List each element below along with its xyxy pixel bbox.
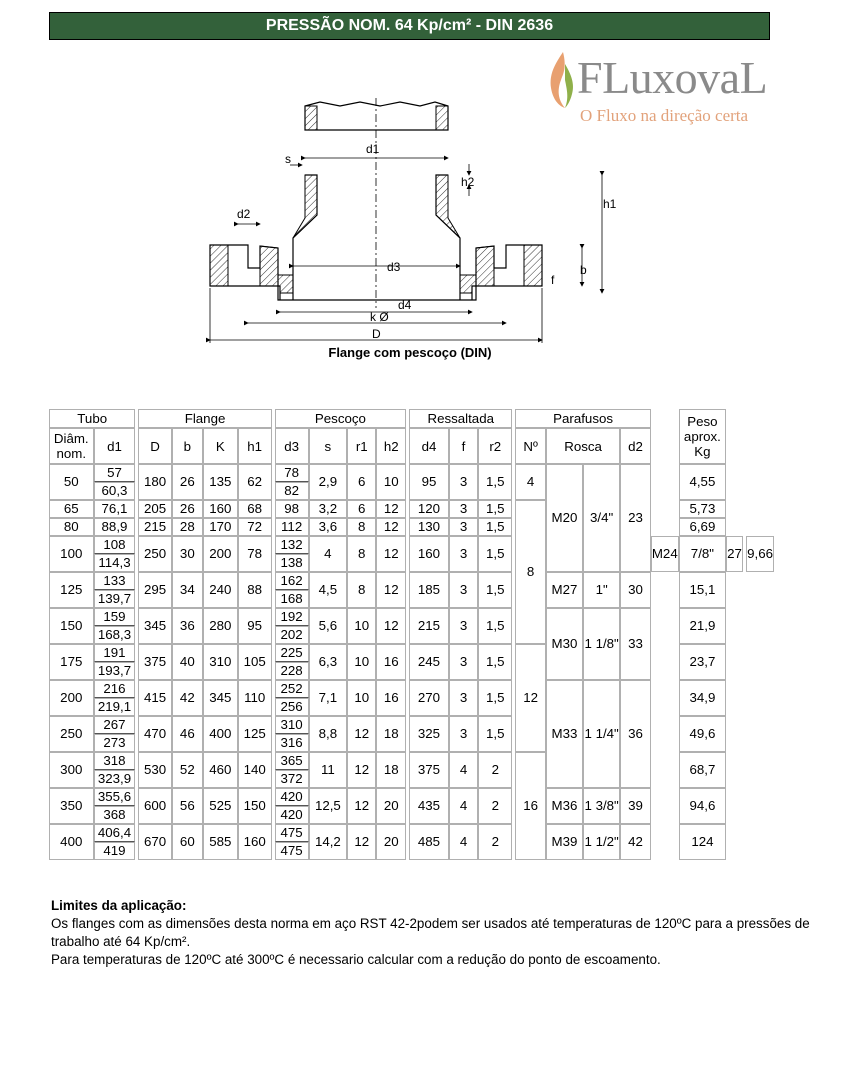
cell-d1b: 193,7 (94, 662, 136, 680)
cell-d1b: 219,1 (94, 698, 136, 716)
cell-r1: 10 (347, 680, 376, 716)
cell-h2: 12 (376, 608, 406, 644)
cell-thread: M39 (546, 824, 583, 860)
label-h2: h2 (461, 175, 475, 189)
cell-thread: M30 (546, 608, 583, 680)
cell-K: 135 (203, 464, 238, 500)
cell-d4: 435 (409, 788, 449, 824)
cell-h2: 12 (376, 500, 406, 518)
label-f: f (551, 273, 555, 287)
label-h1: h1 (603, 197, 617, 211)
col-d2: d2 (620, 428, 651, 464)
cell-K: 200 (203, 536, 238, 572)
cell-d1b: 168,3 (94, 626, 136, 644)
cell-d1a: 108 (94, 536, 136, 554)
application-limits (51, 897, 841, 969)
cell-D: 375 (138, 644, 171, 680)
cell-thread-inch: 1" (583, 572, 620, 608)
cell-f: 3 (449, 536, 479, 572)
cell-peso: 5,73 (679, 500, 726, 518)
label-s: s (285, 152, 291, 166)
cell-d4: 215 (409, 608, 449, 644)
col-K: K (203, 428, 238, 464)
cell-K: 310 (203, 644, 238, 680)
cell-f: 3 (449, 608, 479, 644)
cell-h2: 18 (376, 716, 406, 752)
cell-bolt-count: 8 (515, 500, 546, 644)
cell-peso: 4,55 (679, 464, 726, 500)
cell-thread: M27 (546, 572, 583, 608)
cell-d1a: 406,4 (94, 824, 136, 842)
cell-s: 5,6 (309, 608, 348, 644)
group-ressaltada: Ressaltada (409, 409, 512, 428)
cell-h2: 16 (376, 644, 406, 680)
col-f: f (449, 428, 479, 464)
cell-dn: 100 (49, 536, 94, 572)
cell-r2: 1,5 (478, 572, 512, 608)
cell-D: 415 (138, 680, 171, 716)
cell-d3b: 475 (275, 842, 309, 860)
cell-d1a: 267 (94, 716, 136, 734)
cell-D: 345 (138, 608, 171, 644)
cell-dn: 80 (49, 518, 94, 536)
cell-s: 8,8 (309, 716, 348, 752)
cell-thread: M33 (546, 680, 583, 788)
cell-h1: 62 (238, 464, 272, 500)
cell-f: 3 (449, 680, 479, 716)
cell-r2: 1,5 (478, 464, 512, 500)
cell-s: 12,5 (309, 788, 348, 824)
cell-r1: 6 (347, 500, 376, 518)
cell-thread-inch: 1 1/2" (583, 824, 620, 860)
cell-thread-inch: 1 1/4" (583, 680, 620, 788)
cell-d3b: 228 (275, 662, 309, 680)
cell-b: 52 (172, 752, 203, 788)
cell-d2: 27 (726, 536, 743, 572)
flange-drawing (190, 78, 620, 368)
cell-D: 470 (138, 716, 171, 752)
cell-dn: 300 (49, 752, 94, 788)
cell-d3a: 475 (275, 824, 309, 842)
cell-h2: 12 (376, 536, 406, 572)
cell-d3b: 256 (275, 698, 309, 716)
cell-thread: M24 (651, 536, 679, 572)
cell-d1b: 139,7 (94, 590, 136, 608)
limits-line-1: Os flanges com as dimensões desta norma em aço RST 42-2podem ser usados até temperaturas de 120ºC para a pressões de trabalho até 64 Kp/cm². (51, 916, 810, 949)
cell-h1: 140 (238, 752, 272, 788)
cell-d1a: 191 (94, 644, 136, 662)
col-r1: r1 (347, 428, 376, 464)
cell-d3b: 82 (275, 482, 309, 500)
cell-peso: 49,6 (679, 716, 726, 752)
cell-K: 585 (203, 824, 238, 860)
cell-h2: 12 (376, 518, 406, 536)
cell-thread-inch: 1 3/8" (583, 788, 620, 824)
cell-h2: 20 (376, 788, 406, 824)
cell-thread-inch: 3/4" (583, 464, 620, 572)
cell-K: 280 (203, 608, 238, 644)
cell-s: 11 (309, 752, 348, 788)
page-title: PRESSÃO NOM. 64 Kp/cm² - DIN 2636 (265, 17, 554, 34)
cell-h1: 125 (238, 716, 272, 752)
col-d1: d1 (94, 428, 136, 464)
cell-d3a: 78 (275, 464, 309, 482)
cell-d1b: 273 (94, 734, 136, 752)
cell-d1b: 60,3 (94, 482, 136, 500)
cell-r2: 1,5 (478, 518, 512, 536)
cell-dn: 50 (49, 464, 94, 500)
cell-s: 3,2 (309, 500, 348, 518)
cell-D: 670 (138, 824, 171, 860)
cell-d2: 42 (620, 824, 651, 860)
cell-d2: 30 (620, 572, 651, 608)
cell-r2: 1,5 (478, 500, 512, 518)
cell-d1a: 216 (94, 680, 136, 698)
cell-d3a: 252 (275, 680, 309, 698)
logo-tagline: O Fluxo na direção certa (580, 106, 749, 125)
cell-b: 28 (172, 518, 203, 536)
cell-d4: 270 (409, 680, 449, 716)
cell-b: 34 (172, 572, 203, 608)
logo-wordmark: FLuxovaL (577, 52, 768, 103)
cell-d4: 325 (409, 716, 449, 752)
label-b: b (580, 263, 587, 277)
cell-s: 7,1 (309, 680, 348, 716)
cell-d3b: 316 (275, 734, 309, 752)
cell-dn: 250 (49, 716, 94, 752)
cell-r1: 8 (347, 536, 376, 572)
cell-d2: 36 (620, 680, 651, 788)
cell-D: 250 (138, 536, 171, 572)
cell-d4: 245 (409, 644, 449, 680)
cell-r1: 6 (347, 464, 376, 500)
cell-D: 205 (138, 500, 171, 518)
cell-D: 295 (138, 572, 171, 608)
cell-h1: 150 (238, 788, 272, 824)
col-d3: d3 (275, 428, 309, 464)
drawing-caption: Flange com pescoço (DIN) (328, 345, 492, 360)
cell-peso: 68,7 (679, 752, 726, 788)
cell-thread-inch: 1 1/8" (583, 608, 620, 680)
cell-r1: 12 (347, 752, 376, 788)
limits-title: Limites da aplicação: (51, 898, 187, 913)
cell-d1b: 368 (94, 806, 136, 824)
cell-r2: 2 (478, 824, 512, 860)
col-h2: h2 (376, 428, 406, 464)
cell-r2: 1,5 (478, 608, 512, 644)
cell-d2: 39 (620, 788, 651, 824)
cell-f: 4 (449, 824, 479, 860)
col-b: b (172, 428, 203, 464)
cell-d3b: 202 (275, 626, 309, 644)
cell-f: 3 (449, 518, 479, 536)
cell-h2: 16 (376, 680, 406, 716)
cell-f: 3 (449, 572, 479, 608)
cell-bolt-count: 12 (515, 644, 546, 752)
cell-peso: 124 (679, 824, 726, 860)
cell-d3b: 420 (275, 806, 309, 824)
cell-h1: 105 (238, 644, 272, 680)
cell-dn: 350 (49, 788, 94, 824)
cell-peso: 6,69 (679, 518, 726, 536)
cell-b: 46 (172, 716, 203, 752)
cell-dn: 175 (49, 644, 94, 680)
cell-D: 600 (138, 788, 171, 824)
group-flange: Flange (138, 409, 271, 428)
cell-f: 3 (449, 644, 479, 680)
cell-r1: 12 (347, 824, 376, 860)
cell-s: 4,5 (309, 572, 348, 608)
cell-d2: 33 (620, 608, 651, 680)
flange-spec-table (49, 409, 774, 860)
cell-K: 525 (203, 788, 238, 824)
cell-h2: 18 (376, 752, 406, 788)
cell-h2: 10 (376, 464, 406, 500)
cell-d3b: 138 (275, 554, 309, 572)
cell-D: 180 (138, 464, 171, 500)
col-s: s (309, 428, 348, 464)
page-title-banner (49, 12, 770, 40)
cell-s: 3,6 (309, 518, 348, 536)
cell-thread: M36 (546, 788, 583, 824)
cell-d3a: 132 (275, 536, 309, 554)
cell-f: 3 (449, 464, 479, 500)
label-d4: d4 (398, 298, 412, 312)
cell-K: 345 (203, 680, 238, 716)
cell-K: 240 (203, 572, 238, 608)
cell-h1: 160 (238, 824, 272, 860)
cell-dn: 200 (49, 680, 94, 716)
cell-d3a: 192 (275, 608, 309, 626)
col-n: Nº (515, 428, 546, 464)
cell-d3b: 372 (275, 770, 309, 788)
col-h1: h1 (238, 428, 272, 464)
cell-r1: 12 (347, 716, 376, 752)
cell-r2: 2 (478, 752, 512, 788)
cell-b: 42 (172, 680, 203, 716)
cell-d3: 112 (275, 518, 309, 536)
cell-d1b: 114,3 (94, 554, 136, 572)
cell-dn: 65 (49, 500, 94, 518)
cell-bolt-count: 4 (515, 464, 546, 500)
cell-f: 4 (449, 788, 479, 824)
cell-d1b: 419 (94, 842, 136, 860)
cell-d3a: 420 (275, 788, 309, 806)
cell-r1: 10 (347, 608, 376, 644)
cell-d4: 485 (409, 824, 449, 860)
cell-b: 30 (172, 536, 203, 572)
cell-peso: 21,9 (679, 608, 726, 644)
cell-d1a: 355,6 (94, 788, 136, 806)
cell-D: 530 (138, 752, 171, 788)
cell-d3a: 162 (275, 572, 309, 590)
label-d2: d2 (237, 207, 251, 221)
cell-d4: 160 (409, 536, 449, 572)
label-d3: d3 (387, 260, 401, 274)
col-D: D (138, 428, 171, 464)
col-r2: r2 (478, 428, 512, 464)
col-d4: d4 (409, 428, 449, 464)
label-k: k Ø (370, 310, 389, 324)
cell-bolt-count: 16 (515, 752, 546, 860)
cell-d4: 185 (409, 572, 449, 608)
cell-d4: 120 (409, 500, 449, 518)
cell-h1: 88 (238, 572, 272, 608)
cell-D: 215 (138, 518, 171, 536)
pipe-stub (305, 102, 448, 130)
cell-K: 460 (203, 752, 238, 788)
cell-r2: 1,5 (478, 644, 512, 680)
col-rosca: Rosca (546, 428, 620, 464)
limits-line-2: Para temperaturas de 120ºC até 300ºC é necessario calcular com a redução do ponto de escoamento. (51, 952, 661, 967)
cell-s: 14,2 (309, 824, 348, 860)
cell-thread: M20 (546, 464, 583, 572)
cell-r2: 1,5 (478, 716, 512, 752)
cell-s: 4 (309, 536, 348, 572)
cell-d3: 98 (275, 500, 309, 518)
col-diam: Diâm. nom. (49, 428, 94, 464)
cell-peso: 34,9 (679, 680, 726, 716)
cell-r1: 12 (347, 788, 376, 824)
cell-dn: 125 (49, 572, 94, 608)
cell-d1a: 159 (94, 608, 136, 626)
cell-h2: 12 (376, 572, 406, 608)
group-pescoco: Pescoço (275, 409, 407, 428)
cell-f: 4 (449, 752, 479, 788)
cell-d3a: 225 (275, 644, 309, 662)
cell-K: 160 (203, 500, 238, 518)
cell-s: 2,9 (309, 464, 348, 500)
cell-d1a: 57 (94, 464, 136, 482)
cell-d1a: 133 (94, 572, 136, 590)
cell-d2: 23 (620, 464, 651, 572)
cell-f: 3 (449, 500, 479, 518)
cell-h1: 78 (238, 536, 272, 572)
cell-h2: 20 (376, 824, 406, 860)
cell-K: 400 (203, 716, 238, 752)
cell-d1b: 323,9 (94, 770, 136, 788)
cell-d3a: 310 (275, 716, 309, 734)
cell-f: 3 (449, 716, 479, 752)
cell-s: 6,3 (309, 644, 348, 680)
cell-d1a: 318 (94, 752, 136, 770)
cell-r2: 2 (478, 788, 512, 824)
cell-b: 56 (172, 788, 203, 824)
cell-d4: 95 (409, 464, 449, 500)
cell-peso: 15,1 (679, 572, 726, 608)
cell-peso: 9,66 (746, 536, 774, 572)
cell-peso: 94,6 (679, 788, 726, 824)
cell-d1: 88,9 (94, 518, 136, 536)
cell-K: 170 (203, 518, 238, 536)
cell-r1: 8 (347, 572, 376, 608)
cell-r2: 1,5 (478, 680, 512, 716)
cell-b: 36 (172, 608, 203, 644)
label-d1: d1 (366, 142, 380, 156)
cell-b: 26 (172, 500, 203, 518)
cell-h1: 68 (238, 500, 272, 518)
cell-d1: 76,1 (94, 500, 136, 518)
cell-h1: 110 (238, 680, 272, 716)
cell-d4: 375 (409, 752, 449, 788)
cell-b: 40 (172, 644, 203, 680)
cell-dn: 150 (49, 608, 94, 644)
cell-h1: 72 (238, 518, 272, 536)
cell-dn: 400 (49, 824, 94, 860)
cell-r2: 1,5 (478, 536, 512, 572)
label-D: D (372, 327, 381, 341)
cell-r1: 8 (347, 518, 376, 536)
col-peso: Peso aprox. Kg (679, 409, 726, 464)
cell-b: 60 (172, 824, 203, 860)
group-parafusos: Parafusos (515, 409, 651, 428)
cell-r1: 10 (347, 644, 376, 680)
cell-d3b: 168 (275, 590, 309, 608)
group-tubo: Tubo (49, 409, 135, 428)
cell-d3a: 365 (275, 752, 309, 770)
cell-h1: 95 (238, 608, 272, 644)
cell-thread-inch: 7/8" (679, 536, 726, 572)
cell-peso: 23,7 (679, 644, 726, 680)
cell-d4: 130 (409, 518, 449, 536)
cell-b: 26 (172, 464, 203, 500)
